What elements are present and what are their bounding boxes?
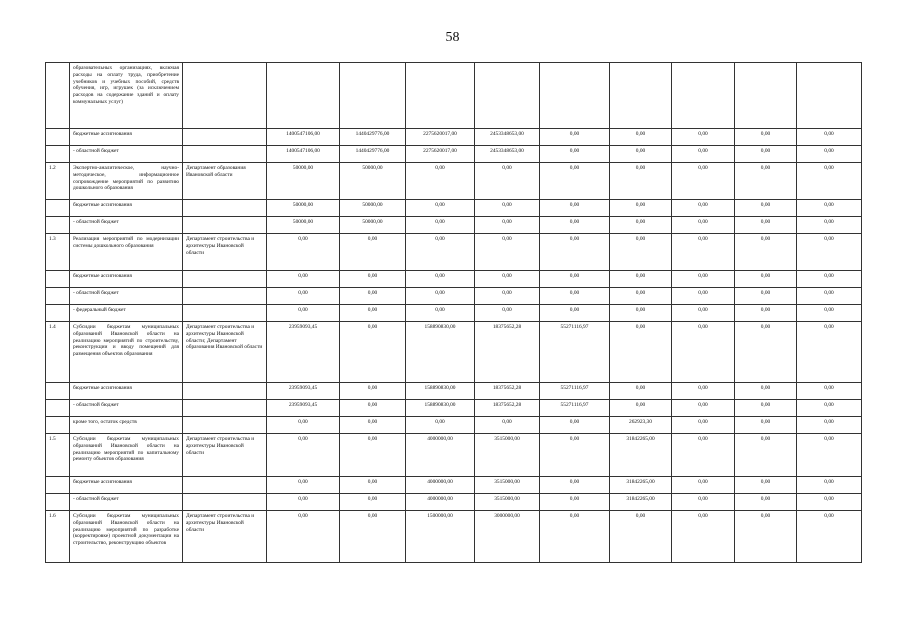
value-cell: 55271116,97: [540, 322, 610, 383]
value-cell: 0,00: [540, 163, 610, 200]
value-cell: 1400547106,00: [267, 129, 340, 146]
executor-cell: [183, 288, 267, 305]
value-cell: 0,00: [735, 305, 797, 322]
value-cell: 0,00: [340, 322, 406, 383]
row-number-cell: [46, 400, 70, 417]
value-cell: 18375652,28: [475, 322, 540, 383]
value-cell: 1440429776,00: [340, 146, 406, 163]
row-name-cell: бюджетные ассигнования: [70, 200, 183, 217]
table-row: [46, 63, 862, 129]
value-cell: 262923,30: [610, 417, 672, 434]
value-cell: 0,00: [735, 417, 797, 434]
table-row: [46, 511, 862, 563]
value-cell: 0,00: [475, 271, 540, 288]
row-number-cell: [46, 129, 70, 146]
value-cell: 0,00: [610, 146, 672, 163]
table-body: [46, 63, 862, 563]
row-number-cell: 1.2: [46, 163, 70, 200]
row-number-cell: [46, 417, 70, 434]
value-cell: 23959093,45: [267, 400, 340, 417]
value-cell: 0,00: [267, 477, 340, 494]
value-cell: 23959093,45: [267, 383, 340, 400]
value-cell: 0,00: [340, 511, 406, 563]
value-cell: 0,00: [610, 383, 672, 400]
table-row: [46, 434, 862, 477]
page-number: 58: [445, 30, 460, 45]
executor-cell: [183, 217, 267, 234]
value-cell: 0,00: [340, 288, 406, 305]
value-cell: 0,00: [267, 305, 340, 322]
value-cell: 0,00: [340, 494, 406, 511]
value-cell: 0,00: [540, 494, 610, 511]
value-cell: 18375652,28: [475, 383, 540, 400]
value-cell: [406, 63, 475, 129]
value-cell: 0,00: [540, 511, 610, 563]
row-name-cell: Реализация мероприятий по модернизации системы дошкольного образования: [70, 234, 183, 271]
executor-cell: [183, 200, 267, 217]
value-cell: 0,00: [610, 511, 672, 563]
value-cell: 0,00: [267, 511, 340, 563]
value-cell: 0,00: [406, 200, 475, 217]
value-cell: 0,00: [797, 434, 862, 477]
value-cell: 0,00: [735, 434, 797, 477]
value-cell: 0,00: [406, 217, 475, 234]
value-cell: 0,00: [735, 494, 797, 511]
executor-cell: [183, 271, 267, 288]
value-cell: 0,00: [340, 477, 406, 494]
executor-cell: [183, 129, 267, 146]
value-cell: 0,00: [797, 305, 862, 322]
value-cell: 0,00: [672, 511, 735, 563]
value-cell: 0,00: [735, 146, 797, 163]
row-number-cell: [46, 383, 70, 400]
value-cell: 50000,00: [267, 217, 340, 234]
value-cell: 0,00: [475, 417, 540, 434]
row-number-cell: 1.6: [46, 511, 70, 563]
table-row: [46, 417, 862, 434]
row-name-cell: - областной бюджет: [70, 146, 183, 163]
value-cell: 0,00: [340, 400, 406, 417]
row-name-cell: бюджетные ассигнования: [70, 383, 183, 400]
table-row: [46, 322, 862, 383]
value-cell: 0,00: [340, 434, 406, 477]
value-cell: 0,00: [797, 129, 862, 146]
value-cell: 0,00: [540, 305, 610, 322]
value-cell: 0,00: [340, 305, 406, 322]
row-name-cell: - областной бюджет: [70, 288, 183, 305]
value-cell: 0,00: [610, 217, 672, 234]
executor-cell: Департамент строительства и архитектуры Ивановской области: [183, 234, 267, 271]
value-cell: 0,00: [797, 322, 862, 383]
row-name-cell: - областной бюджет: [70, 217, 183, 234]
value-cell: 0,00: [406, 305, 475, 322]
value-cell: 0,00: [797, 383, 862, 400]
value-cell: 50000,00: [340, 217, 406, 234]
row-number-cell: 1.3: [46, 234, 70, 271]
value-cell: 0,00: [610, 400, 672, 417]
value-cell: 0,00: [540, 217, 610, 234]
row-name-cell: Экспертно-аналитическое, научно-методическое, информационное сопровождение мероприятий по развитию дошкольного образования: [70, 163, 183, 200]
value-cell: 0,00: [475, 163, 540, 200]
value-cell: 0,00: [735, 322, 797, 383]
value-cell: 0,00: [610, 200, 672, 217]
value-cell: 0,00: [540, 129, 610, 146]
executor-cell: [183, 494, 267, 511]
value-cell: 31842265,00: [610, 494, 672, 511]
value-cell: 0,00: [267, 234, 340, 271]
value-cell: 3515000,00: [475, 477, 540, 494]
value-cell: 0,00: [735, 271, 797, 288]
value-cell: 4000000,00: [406, 434, 475, 477]
value-cell: 0,00: [267, 417, 340, 434]
table-row: [46, 400, 862, 417]
row-number-cell: [46, 305, 70, 322]
value-cell: 0,00: [672, 400, 735, 417]
value-cell: 0,00: [797, 511, 862, 563]
value-cell: 0,00: [610, 234, 672, 271]
value-cell: 0,00: [610, 129, 672, 146]
value-cell: 0,00: [267, 288, 340, 305]
value-cell: [540, 63, 610, 129]
row-number-cell: [46, 200, 70, 217]
value-cell: 158890830,00: [406, 400, 475, 417]
value-cell: 0,00: [735, 129, 797, 146]
value-cell: 0,00: [797, 200, 862, 217]
executor-cell: [183, 383, 267, 400]
value-cell: 0,00: [610, 305, 672, 322]
value-cell: 0,00: [406, 288, 475, 305]
value-cell: 0,00: [797, 417, 862, 434]
row-name-cell: - областной бюджет: [70, 494, 183, 511]
row-name-cell: бюджетные ассигнования: [70, 477, 183, 494]
value-cell: 0,00: [672, 494, 735, 511]
value-cell: 0,00: [540, 271, 610, 288]
value-cell: [735, 63, 797, 129]
value-cell: 2275620017,00: [406, 146, 475, 163]
value-cell: 3515000,00: [475, 434, 540, 477]
row-name-cell: - федеральный бюджет: [70, 305, 183, 322]
budget-table: [45, 62, 862, 563]
value-cell: 0,00: [797, 494, 862, 511]
value-cell: 0,00: [340, 234, 406, 271]
value-cell: 0,00: [406, 271, 475, 288]
value-cell: 0,00: [735, 288, 797, 305]
value-cell: 2453348653,00: [475, 129, 540, 146]
table-row: [46, 477, 862, 494]
value-cell: 0,00: [797, 234, 862, 271]
value-cell: 0,00: [672, 434, 735, 477]
value-cell: 0,00: [610, 271, 672, 288]
value-cell: 0,00: [672, 271, 735, 288]
value-cell: 0,00: [797, 288, 862, 305]
value-cell: 50000,00: [267, 163, 340, 200]
value-cell: 55271116,97: [540, 383, 610, 400]
value-cell: 2453348653,00: [475, 146, 540, 163]
value-cell: 4000000,00: [406, 477, 475, 494]
value-cell: 0,00: [672, 163, 735, 200]
value-cell: 0,00: [735, 234, 797, 271]
executor-cell: Департамент строительства и архитектуры Ивановской области: [183, 434, 267, 477]
executor-cell: [183, 400, 267, 417]
row-number-cell: 1.4: [46, 322, 70, 383]
value-cell: 0,00: [610, 322, 672, 383]
row-name-cell: бюджетные ассигнования: [70, 271, 183, 288]
value-cell: 0,00: [735, 511, 797, 563]
value-cell: 0,00: [340, 417, 406, 434]
value-cell: 0,00: [797, 217, 862, 234]
executor-cell: Департамент строительства и архитектуры Ивановской области: [183, 511, 267, 563]
value-cell: 0,00: [540, 200, 610, 217]
value-cell: [475, 63, 540, 129]
value-cell: [610, 63, 672, 129]
row-number-cell: [46, 146, 70, 163]
value-cell: 0,00: [406, 417, 475, 434]
value-cell: 3000000,00: [475, 511, 540, 563]
row-number-cell: 1.5: [46, 434, 70, 477]
value-cell: 0,00: [475, 234, 540, 271]
value-cell: [672, 63, 735, 129]
value-cell: 0,00: [672, 200, 735, 217]
value-cell: 0,00: [475, 305, 540, 322]
table-row: [46, 288, 862, 305]
value-cell: 0,00: [672, 417, 735, 434]
executor-cell: [183, 305, 267, 322]
value-cell: 0,00: [735, 477, 797, 494]
value-cell: 0,00: [267, 434, 340, 477]
value-cell: 0,00: [672, 477, 735, 494]
value-cell: [340, 63, 406, 129]
row-name-cell: Субсидии бюджетам муниципальных образований Ивановской области на реализацию мероприятий по капитальному ремонту объектов образования: [70, 434, 183, 477]
value-cell: 0,00: [406, 234, 475, 271]
value-cell: 2275620017,00: [406, 129, 475, 146]
value-cell: 0,00: [672, 234, 735, 271]
table-row: [46, 146, 862, 163]
value-cell: 0,00: [735, 217, 797, 234]
value-cell: 0,00: [540, 288, 610, 305]
value-cell: [797, 63, 862, 129]
value-cell: 4000000,00: [406, 494, 475, 511]
value-cell: 0,00: [735, 163, 797, 200]
executor-cell: Департамент образования Ивановской области: [183, 163, 267, 200]
row-number-cell: [46, 217, 70, 234]
row-name-cell: Субсидии бюджетам муниципальных образований Ивановской области на реализацию мероприятий по строительству, реконструкции и вводу помещений для размещения объектов образования: [70, 322, 183, 383]
value-cell: 0,00: [475, 288, 540, 305]
row-name-cell: Субсидии бюджетам муниципальных образований Ивановской области на реализацию мероприятий по разработке (корректировке) проектной документации на строительство, реконструкцию объектов: [70, 511, 183, 563]
value-cell: 0,00: [797, 163, 862, 200]
value-cell: 0,00: [340, 271, 406, 288]
executor-cell: [183, 477, 267, 494]
value-cell: 50000,00: [340, 200, 406, 217]
value-cell: 1400547106,00: [267, 146, 340, 163]
value-cell: 0,00: [540, 146, 610, 163]
value-cell: 0,00: [672, 146, 735, 163]
table-row: [46, 163, 862, 200]
value-cell: 50000,00: [340, 163, 406, 200]
executor-cell: [183, 63, 267, 129]
table-row: [46, 494, 862, 511]
value-cell: [267, 63, 340, 129]
row-name-cell: бюджетные ассигнования: [70, 129, 183, 146]
value-cell: 0,00: [610, 288, 672, 305]
value-cell: 0,00: [797, 477, 862, 494]
value-cell: 0,00: [797, 146, 862, 163]
value-cell: 0,00: [672, 129, 735, 146]
table-row: [46, 129, 862, 146]
row-number-cell: [46, 288, 70, 305]
executor-cell: [183, 146, 267, 163]
value-cell: 0,00: [475, 217, 540, 234]
value-cell: 31842265,00: [610, 434, 672, 477]
table-row: [46, 383, 862, 400]
value-cell: 0,00: [610, 163, 672, 200]
value-cell: 0,00: [267, 271, 340, 288]
value-cell: 55271116,97: [540, 400, 610, 417]
value-cell: 0,00: [340, 383, 406, 400]
row-name-cell: кроме того, остаток средств: [70, 417, 183, 434]
value-cell: 3515000,00: [475, 494, 540, 511]
executor-cell: Департамент строительства и архитектуры Ивановской области; Департамент образования Ивановской области: [183, 322, 267, 383]
row-number-cell: [46, 63, 70, 129]
value-cell: 0,00: [540, 434, 610, 477]
value-cell: 0,00: [406, 163, 475, 200]
value-cell: 0,00: [735, 200, 797, 217]
value-cell: 158890830,00: [406, 383, 475, 400]
value-cell: 0,00: [672, 383, 735, 400]
table-row: [46, 234, 862, 271]
value-cell: 23959093,45: [267, 322, 340, 383]
row-name-cell: - областной бюджет: [70, 400, 183, 417]
table-row: [46, 217, 862, 234]
value-cell: 0,00: [735, 400, 797, 417]
value-cell: 50000,00: [267, 200, 340, 217]
value-cell: 0,00: [672, 217, 735, 234]
value-cell: 0,00: [735, 383, 797, 400]
value-cell: 18375652,28: [475, 400, 540, 417]
table-row: [46, 200, 862, 217]
table-row: [46, 271, 862, 288]
value-cell: 0,00: [540, 477, 610, 494]
executor-cell: [183, 417, 267, 434]
value-cell: 0,00: [540, 417, 610, 434]
value-cell: 1440429776,00: [340, 129, 406, 146]
row-number-cell: [46, 271, 70, 288]
value-cell: 1500000,00: [406, 511, 475, 563]
value-cell: 158890830,00: [406, 322, 475, 383]
value-cell: 0,00: [672, 322, 735, 383]
row-name-cell: образовательных организациях, включая расходы на оплату труда, приобретение учебников и учебных пособий, средств обучения, игр, игрушек (за исключением расходов на содержание зданий и оплату коммунальных услуг): [70, 63, 183, 129]
value-cell: 0,00: [797, 400, 862, 417]
value-cell: 0,00: [797, 271, 862, 288]
table-row: [46, 305, 862, 322]
row-number-cell: [46, 477, 70, 494]
value-cell: 31842265,00: [610, 477, 672, 494]
value-cell: 0,00: [540, 234, 610, 271]
row-number-cell: [46, 494, 70, 511]
value-cell: 0,00: [267, 494, 340, 511]
value-cell: 0,00: [672, 288, 735, 305]
value-cell: 0,00: [475, 200, 540, 217]
value-cell: 0,00: [672, 305, 735, 322]
